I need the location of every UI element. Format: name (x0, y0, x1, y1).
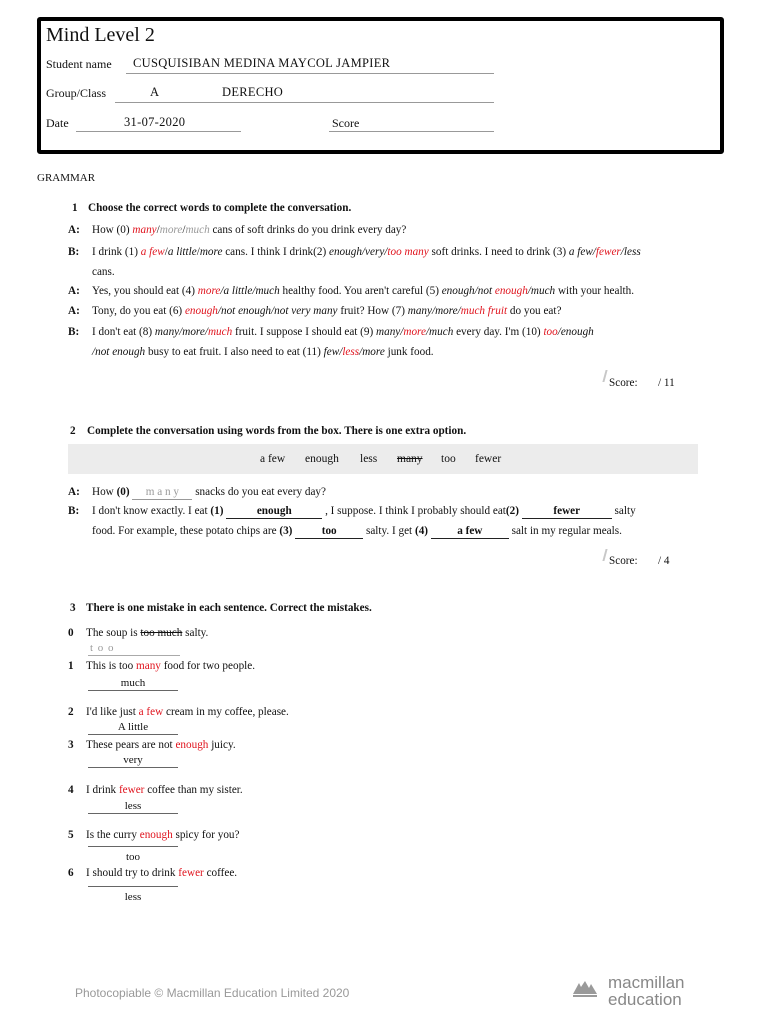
ex1-line-5b: /not enough busy to eat fruit. I also need to eat (11) few/less/more junk food. (92, 346, 434, 358)
ex3-item-number: 5 (68, 829, 74, 841)
exercise-2-number: 2 (70, 425, 76, 437)
ex3-item-number: 1 (68, 660, 74, 672)
speaker-a: A: (68, 305, 80, 317)
ex1-score-label: Score: (609, 377, 638, 389)
ex3-correction[interactable]: less (88, 886, 178, 901)
brand-wordmark (608, 974, 685, 1008)
ex3-correction[interactable]: A little (88, 720, 178, 735)
word-box-item: fewer (475, 453, 502, 465)
worksheet-title: Mind Level 2 (46, 24, 155, 46)
ex1-line-2b: cans. (92, 266, 115, 278)
exercise-1-instruction: Choose the correct words to complete the conversation. (88, 202, 352, 214)
student-name-value[interactable]: CUSQUISIBAN MEDINA MAYCOL JAMPIER (133, 56, 391, 70)
group-class-underline (115, 102, 494, 103)
group-class-label: Group/Class (46, 86, 106, 100)
date-underline (76, 131, 241, 132)
ex3-item-number: 3 (68, 739, 74, 751)
ex3-item-sentence: I drink fewer coffee than my sister. (86, 784, 243, 796)
ex1-line-1: How (0) many/more/much cans of soft drinks do you drink every day? (92, 224, 407, 236)
date-label: Date (46, 116, 69, 130)
exercise-1-number: 1 (72, 202, 78, 214)
exercise-2-instruction: Complete the conversation using words from the box. There is one extra option. (87, 425, 467, 437)
ex3-correction[interactable]: much (88, 676, 178, 691)
section-title: GRAMMAR (37, 172, 96, 184)
ex3-item-sentence: I'd like just a few cream in my coffee, please. (86, 706, 289, 718)
ex3-item-number: 0 (68, 627, 74, 639)
ex3-item-sentence: I should try to drink fewer coffee. (86, 867, 238, 879)
ex3-correction[interactable]: t o o (88, 641, 180, 656)
ex1-line-2: I drink (1) a few/a little/more cans. I think I drink(2) enough/very/too many soft drinks. I need to drink (3) a few/fewer/less (92, 246, 641, 258)
score-underline (329, 131, 494, 132)
class-value[interactable]: DERECHO (222, 85, 284, 99)
ex1-line-3: Yes, you should eat (4) more/a little/much healthy food. You aren't careful (5) enough/not enough/much with your health. (92, 285, 635, 297)
ex1-line-5: I don't eat (8) many/more/much fruit. I suppose I should eat (9) many/more/much every day. I'm (10) too/enough (92, 326, 594, 338)
group-value[interactable]: A (150, 85, 160, 99)
date-value[interactable]: 31-07-2020 (124, 115, 186, 129)
word-box-item: too (441, 453, 456, 465)
speaker-a: A: (68, 285, 80, 297)
ex3-item-number: 2 (68, 706, 74, 718)
ex2-answer-2[interactable]: fewer (522, 504, 612, 519)
score-tick (602, 549, 607, 561)
ex2-answer-3[interactable]: too (295, 524, 363, 539)
copyright-notice: Photocopiable © Macmillan Education Limited 2020 (75, 986, 350, 1000)
speaker-b: B: (68, 246, 80, 258)
speaker-a: A: (68, 224, 80, 236)
word-box-item: a few (260, 453, 286, 465)
ex2-score-label: Score: (609, 555, 638, 567)
brand-line-1: macmillan (608, 973, 685, 992)
ex3-correction[interactable]: less (88, 799, 178, 814)
ex2-line-2: I don't know exactly. I eat (1) enough , I suppose. I think I probably should eat(2) fewer salty (92, 505, 636, 517)
speaker-b: B: (68, 505, 80, 517)
ex1-score-total: / 11 (658, 377, 675, 389)
ex1-line-4: Tony, do you eat (6) enough/not enough/not very many fruit? How (7) many/more/much fruit do you eat? (92, 305, 562, 317)
score-label: Score (332, 116, 360, 130)
ex3-item-sentence: Is the curry enough spicy for you? (86, 829, 240, 841)
ex2-answer-4[interactable]: a few (431, 524, 509, 539)
student-name-label: Student name (46, 57, 112, 71)
word-box (68, 444, 698, 474)
ex3-correction[interactable]: too (88, 846, 178, 861)
ex2-line-1: How (0) m a n y snacks do you eat every day? (92, 486, 326, 498)
ex3-item-number: 6 (68, 867, 74, 879)
ex3-item-sentence: The soup is too much salty. (86, 627, 209, 639)
ex3-correction[interactable]: very (88, 753, 178, 768)
speaker-b: B: (68, 326, 80, 338)
score-tick (602, 370, 607, 382)
ex3-item-sentence: These pears are not enough juicy. (86, 739, 236, 751)
brand-line-2: education (608, 990, 682, 1009)
word-box-item-used: many (397, 453, 423, 465)
word-box-item: less (360, 453, 378, 465)
speaker-a: A: (68, 486, 80, 498)
word-box-item: enough (305, 453, 339, 465)
exercise-3-number: 3 (70, 602, 76, 614)
ex3-item-number: 4 (68, 784, 74, 796)
macmillan-logo-icon (572, 978, 598, 998)
ex3-item-sentence: This is too many food for two people. (86, 660, 256, 672)
ex2-score-total: / 4 (658, 555, 670, 567)
student-name-underline (126, 73, 494, 74)
ex2-answer-1[interactable]: enough (226, 504, 322, 519)
ex2-answer-0[interactable]: m a n y (132, 485, 192, 500)
exercise-3-instruction: There is one mistake in each sentence. Correct the mistakes. (86, 602, 372, 614)
ex2-line-2b: food. For example, these potato chips are (3) too salty. I get (4) a few salt in my regular meals. (92, 525, 622, 537)
